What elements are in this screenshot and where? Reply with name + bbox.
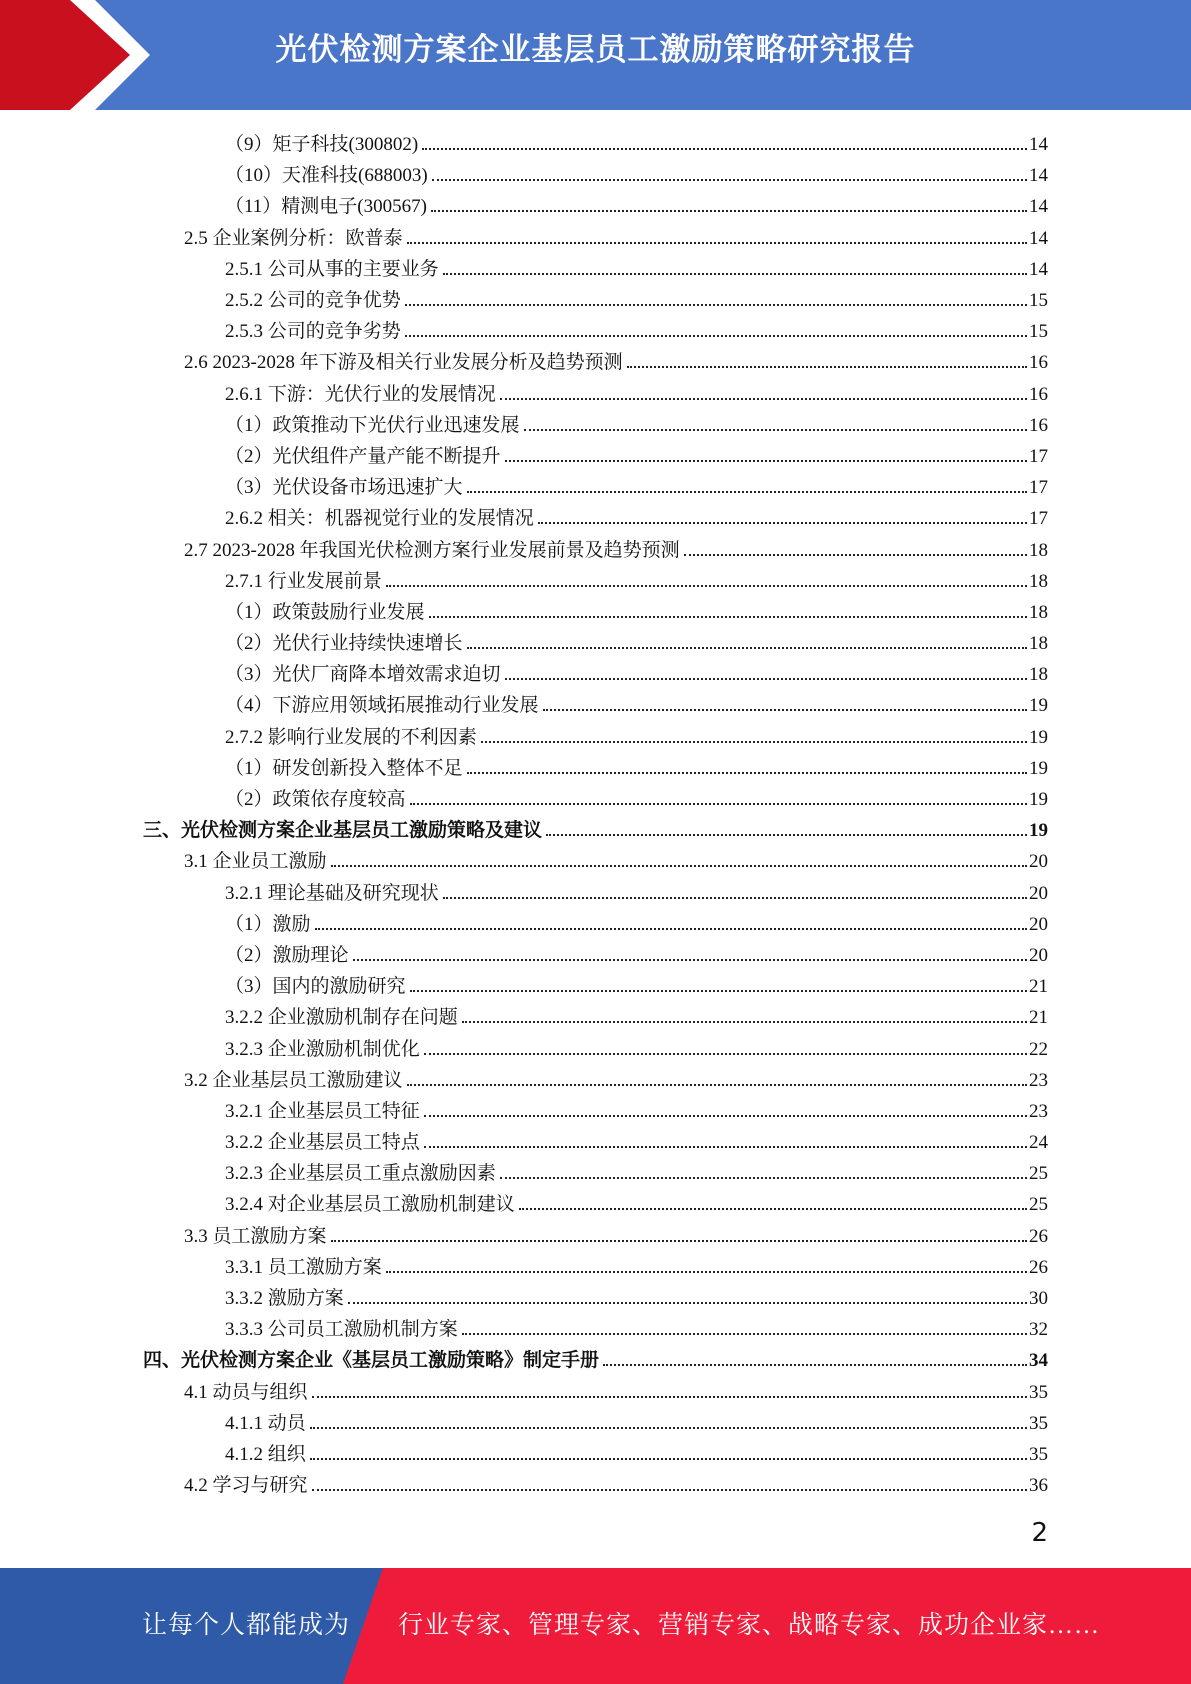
toc-entry[interactable]	[0, 345, 1191, 376]
toc-entry-page: 14	[1029, 134, 1048, 156]
toc-entry-page: 26	[1029, 1256, 1048, 1278]
toc-entry-page: 35	[1029, 1443, 1048, 1465]
toc-entry[interactable]	[0, 1187, 1191, 1218]
toc-entry-label: 3.3.1 员工激励方案	[225, 1256, 382, 1278]
toc-entry[interactable]	[0, 1375, 1191, 1406]
toc-entry-line[interactable]	[184, 223, 1048, 250]
toc-entry-label: 4.1.1 动员	[225, 1412, 306, 1434]
table-of-contents	[0, 127, 1191, 1499]
toc-entry-page: 20	[1029, 944, 1048, 966]
toc-entry-label: 3.2.1 理论基础及研究现状	[225, 882, 439, 904]
toc-dot-leader	[432, 179, 1027, 181]
toc-entry-line[interactable]	[225, 1314, 1048, 1341]
toc-entry-page: 18	[1029, 664, 1048, 686]
toc-dot-leader	[443, 273, 1027, 275]
toc-dot-leader	[386, 585, 1027, 587]
toc-entry-label: 2.6 2023-2028 年下游及相关行业发展分析及趋势预测	[184, 352, 623, 374]
toc-entry-page: 14	[1029, 196, 1048, 218]
toc-dot-leader	[538, 522, 1027, 524]
toc-entry-line[interactable]	[225, 597, 1048, 624]
toc-entry-line[interactable]	[184, 535, 1048, 562]
toc-entry[interactable]	[0, 1343, 1191, 1374]
toc-entry[interactable]	[0, 158, 1191, 189]
toc-entry-label: 3.2.3 企业激励机制优化	[225, 1038, 420, 1060]
toc-entry-label: （3）光伏厂商降本增效需求迫切	[225, 664, 501, 686]
toc-entry-page: 18	[1029, 570, 1048, 592]
toc-dot-leader	[348, 1302, 1027, 1304]
toc-entry-page: 20	[1029, 913, 1048, 935]
toc-entry-line[interactable]	[225, 191, 1048, 218]
toc-dot-leader	[500, 1177, 1027, 1179]
footer-slogan-right: 行业专家、管理专家、营销专家、战略专家、成功企业家……	[398, 1612, 1101, 1639]
footer-slogan-left: 让每个人都能成为	[142, 1612, 351, 1639]
toc-dot-leader	[684, 554, 1027, 556]
toc-entry-line[interactable]	[225, 503, 1048, 530]
toc-entry-page: 19	[1029, 820, 1048, 842]
toc-entry-line[interactable]	[225, 784, 1048, 811]
toc-entry-label: （3）光伏设备市场迅速扩大	[225, 477, 463, 499]
toc-entry-line[interactable]	[225, 316, 1048, 343]
toc-entry-line[interactable]	[225, 1408, 1048, 1435]
toc-entry-label: （2）激励理论	[225, 944, 349, 966]
toc-dot-leader	[467, 491, 1027, 493]
toc-entry-page: 14	[1029, 165, 1048, 187]
toc-entry-page: 34	[1029, 1350, 1048, 1372]
toc-dot-leader	[424, 1146, 1027, 1148]
toc-entry-line[interactable]	[225, 722, 1048, 749]
toc-entry-label: （2）光伏行业持续快速增长	[225, 633, 463, 655]
toc-entry-line[interactable]	[225, 659, 1048, 686]
toc-entry-line[interactable]	[225, 1127, 1048, 1154]
toc-entry-label: （1）研发创新投入整体不足	[225, 757, 463, 779]
toc-entry-label: 4.1 动员与组织	[184, 1381, 308, 1403]
toc-entry-page: 36	[1029, 1475, 1048, 1497]
toc-entry-line[interactable]	[225, 379, 1048, 406]
toc-entry[interactable]	[0, 314, 1191, 345]
toc-dot-leader	[424, 1053, 1027, 1055]
toc-entry-line[interactable]	[225, 1158, 1048, 1185]
toc-entry-page: 21	[1029, 976, 1048, 998]
toc-entry-label: 2.7 2023-2028 年我国光伏检测方案行业发展前景及趋势预测	[184, 539, 680, 561]
toc-entry-line[interactable]	[143, 815, 1048, 842]
toc-entry-line[interactable]	[225, 160, 1048, 187]
toc-dot-leader	[462, 1021, 1027, 1023]
toc-entry-page: 26	[1029, 1225, 1048, 1247]
toc-entry-page: 23	[1029, 1069, 1048, 1091]
toc-dot-leader	[431, 210, 1027, 212]
toc-entry-label: 3.2.1 企业基层员工特征	[225, 1100, 420, 1122]
toc-entry-page: 15	[1029, 290, 1048, 312]
toc-entry-label: 3.2.2 企业激励机制存在问题	[225, 1007, 458, 1029]
toc-entry-label: （1）政策推动下光伏行业迅速发展	[225, 414, 520, 436]
toc-entry-label: 2.5.2 公司的竞争优势	[225, 290, 401, 312]
toc-entry[interactable]	[0, 938, 1191, 969]
toc-entry-page: 16	[1029, 414, 1048, 436]
toc-entry[interactable]	[0, 1063, 1191, 1094]
toc-entry-line[interactable]	[225, 1439, 1048, 1466]
toc-entry-label: 2.7.2 影响行业发展的不利因素	[225, 726, 477, 748]
toc-entry-line[interactable]	[225, 878, 1048, 905]
toc-dot-leader	[331, 865, 1027, 867]
toc-entry-page: 30	[1029, 1288, 1048, 1310]
toc-dot-leader	[500, 398, 1027, 400]
toc-dot-leader	[422, 148, 1027, 150]
toc-entry[interactable]	[0, 813, 1191, 844]
toc-entry[interactable]	[0, 1468, 1191, 1499]
toc-entry[interactable]	[0, 408, 1191, 439]
toc-entry-line[interactable]	[225, 1252, 1048, 1279]
page-footer	[0, 1568, 1191, 1684]
toc-entry[interactable]	[0, 1406, 1191, 1437]
toc-entry[interactable]	[0, 1219, 1191, 1250]
toc-entry-page: 24	[1029, 1132, 1048, 1154]
toc-entry-line[interactable]	[225, 1096, 1048, 1123]
toc-entry[interactable]	[0, 1281, 1191, 1312]
toc-dot-leader	[546, 834, 1027, 836]
toc-entry[interactable]	[0, 1312, 1191, 1343]
toc-dot-leader	[519, 1208, 1027, 1210]
toc-entry-line[interactable]	[184, 846, 1048, 873]
toc-dot-leader	[524, 429, 1027, 431]
toc-entry-page: 18	[1029, 539, 1048, 561]
toc-entry-page: 17	[1029, 477, 1048, 499]
toc-entry-line[interactable]	[184, 347, 1048, 374]
toc-entry-page: 19	[1029, 789, 1048, 811]
toc-entry-label: 3.2.3 企业基层员工重点激励因素	[225, 1163, 496, 1185]
toc-entry-label: 4.1.2 组织	[225, 1443, 306, 1465]
toc-dot-leader	[424, 1115, 1027, 1117]
toc-entry-label: 3.2.2 企业基层员工特点	[225, 1132, 420, 1154]
toc-dot-leader	[543, 709, 1027, 711]
toc-entry-page: 21	[1029, 1007, 1048, 1029]
toc-dot-leader	[312, 1489, 1027, 1491]
toc-entry-line[interactable]	[225, 472, 1048, 499]
toc-dot-leader	[353, 959, 1027, 961]
toc-entry[interactable]	[0, 252, 1191, 283]
toc-entry-line[interactable]	[225, 1034, 1048, 1061]
toc-dot-leader	[386, 1271, 1027, 1273]
toc-entry-label: （3）国内的激励研究	[225, 976, 406, 998]
toc-entry-line[interactable]	[225, 410, 1048, 437]
toc-entry-line[interactable]	[225, 909, 1048, 936]
toc-entry[interactable]	[0, 907, 1191, 938]
toc-entry-page: 15	[1029, 321, 1048, 343]
toc-entry[interactable]	[0, 127, 1191, 158]
toc-entry-label: 2.7.1 行业发展前景	[225, 570, 382, 592]
toc-entry[interactable]	[0, 844, 1191, 875]
toc-entry-page: 23	[1029, 1100, 1048, 1122]
toc-dot-leader	[312, 1396, 1027, 1398]
toc-entry-line[interactable]	[225, 1189, 1048, 1216]
toc-entry[interactable]	[0, 876, 1191, 907]
toc-entry-page: 20	[1029, 851, 1048, 873]
toc-dot-leader	[315, 928, 1027, 930]
toc-entry[interactable]	[0, 595, 1191, 626]
toc-dot-leader	[627, 366, 1027, 368]
toc-dot-leader	[462, 1333, 1027, 1335]
toc-dot-leader	[429, 616, 1027, 618]
toc-dot-leader	[405, 304, 1027, 306]
toc-entry[interactable]	[0, 720, 1191, 751]
toc-dot-leader	[310, 1427, 1027, 1429]
toc-entry-line[interactable]	[225, 690, 1048, 717]
toc-entry-line[interactable]	[184, 1470, 1048, 1497]
toc-entry[interactable]	[0, 501, 1191, 532]
toc-entry[interactable]	[0, 189, 1191, 220]
toc-dot-leader	[405, 335, 1027, 337]
toc-entry-page: 35	[1029, 1381, 1048, 1403]
toc-entry-label: 2.5 企业案例分析：欧普泰	[184, 227, 403, 249]
toc-entry-label: 3.3.3 公司员工激励机制方案	[225, 1319, 458, 1341]
toc-entry-label: 3.2.4 对企业基层员工激励机制建议	[225, 1194, 515, 1216]
toc-entry-line[interactable]	[184, 1065, 1048, 1092]
toc-entry-line[interactable]	[225, 441, 1048, 468]
toc-entry-label: （1）政策鼓励行业发展	[225, 601, 425, 623]
toc-entry[interactable]	[0, 221, 1191, 252]
header-title: 光伏检测方案企业基层员工激励策略研究报告	[275, 32, 916, 68]
toc-entry-page: 35	[1029, 1412, 1048, 1434]
toc-entry-page: 25	[1029, 1163, 1048, 1185]
toc-entry-page: 14	[1029, 258, 1048, 280]
toc-entry[interactable]	[0, 532, 1191, 563]
toc-dot-leader	[410, 990, 1027, 992]
toc-entry-line[interactable]	[225, 971, 1048, 998]
toc-entry-label: （2）光伏组件产量产能不断提升	[225, 445, 501, 467]
toc-entry-label: （2）政策依存度较高	[225, 789, 406, 811]
toc-entry[interactable]	[0, 969, 1191, 1000]
toc-entry[interactable]	[0, 657, 1191, 688]
toc-entry-page: 17	[1029, 508, 1048, 530]
toc-entry-label: 3.1 企业员工激励	[184, 851, 327, 873]
toc-entry-label: 三、光伏检测方案企业基层员工激励策略及建议	[143, 820, 543, 842]
toc-entry[interactable]	[0, 1250, 1191, 1281]
toc-entry[interactable]	[0, 439, 1191, 470]
page-header	[0, 0, 1191, 110]
toc-entry-page: 18	[1029, 633, 1048, 655]
toc-entry-label: 四、光伏检测方案企业《基层员工激励策略》制定手册	[143, 1350, 600, 1372]
toc-entry-line[interactable]	[225, 1002, 1048, 1029]
toc-entry-line[interactable]	[225, 129, 1048, 156]
toc-entry[interactable]	[0, 1156, 1191, 1187]
toc-entry[interactable]	[0, 1094, 1191, 1125]
toc-entry-label: 2.6.1 下游：光伏行业的发展情况	[225, 383, 496, 405]
toc-entry[interactable]	[0, 1437, 1191, 1468]
toc-entry-label: 3.3 员工激励方案	[184, 1225, 327, 1247]
toc-entry-page: 25	[1029, 1194, 1048, 1216]
toc-dot-leader	[310, 1458, 1027, 1460]
toc-entry-line[interactable]	[225, 753, 1048, 780]
toc-entry-line[interactable]	[225, 285, 1048, 312]
toc-entry-line[interactable]	[225, 1283, 1048, 1310]
toc-entry-page: 18	[1029, 601, 1048, 623]
toc-dot-leader	[603, 1364, 1027, 1366]
toc-entry[interactable]	[0, 626, 1191, 657]
toc-dot-leader	[410, 803, 1027, 805]
toc-entry-label: （11）精测电子(300567)	[225, 196, 427, 218]
page-number: 2	[1031, 1518, 1048, 1548]
toc-entry-line[interactable]	[225, 566, 1048, 593]
toc-entry-page: 19	[1029, 757, 1048, 779]
toc-entry[interactable]	[0, 283, 1191, 314]
toc-entry-label: 2.6.2 相关：机器视觉行业的发展情况	[225, 508, 534, 530]
toc-entry-label: 2.5.3 公司的竞争劣势	[225, 321, 401, 343]
toc-entry-line[interactable]	[225, 628, 1048, 655]
toc-entry-line[interactable]	[225, 940, 1048, 967]
toc-dot-leader	[505, 460, 1027, 462]
toc-entry-label: （4）下游应用领域拓展推动行业发展	[225, 695, 539, 717]
toc-entry-page: 14	[1029, 227, 1048, 249]
toc-entry-label: 4.2 学习与研究	[184, 1475, 308, 1497]
toc-entry[interactable]	[0, 377, 1191, 408]
toc-entry-label: 2.5.1 公司从事的主要业务	[225, 258, 439, 280]
toc-entry-page: 16	[1029, 352, 1048, 374]
toc-entry-label: 3.3.2 激励方案	[225, 1288, 344, 1310]
toc-dot-leader	[481, 741, 1027, 743]
toc-entry[interactable]	[0, 564, 1191, 595]
toc-entry-label: 3.2 企业基层员工激励建议	[184, 1069, 403, 1091]
toc-entry-page: 19	[1029, 695, 1048, 717]
toc-entry-page: 32	[1029, 1319, 1048, 1341]
toc-dot-leader	[467, 647, 1027, 649]
toc-entry-page: 19	[1029, 726, 1048, 748]
toc-dot-leader	[407, 1084, 1027, 1086]
toc-entry[interactable]	[0, 1031, 1191, 1062]
toc-entry-label: （1）激励	[225, 913, 311, 935]
toc-entry[interactable]	[0, 1000, 1191, 1031]
toc-entry-line[interactable]	[184, 1221, 1048, 1248]
toc-entry-label: （10）天准科技(688003)	[225, 165, 428, 187]
toc-dot-leader	[407, 242, 1027, 244]
toc-entry[interactable]	[0, 688, 1191, 719]
toc-dot-leader	[331, 1240, 1027, 1242]
toc-entry-page: 16	[1029, 383, 1048, 405]
toc-entry-page: 22	[1029, 1038, 1048, 1060]
toc-dot-leader	[467, 772, 1027, 774]
toc-dot-leader	[505, 678, 1027, 680]
toc-entry-line[interactable]	[225, 254, 1048, 281]
toc-dot-leader	[443, 897, 1027, 899]
toc-entry-page: 20	[1029, 882, 1048, 904]
toc-entry[interactable]	[0, 751, 1191, 782]
toc-entry[interactable]	[0, 470, 1191, 501]
toc-entry-label: （9）矩子科技(300802)	[225, 134, 419, 156]
toc-entry-line[interactable]	[184, 1377, 1048, 1404]
toc-entry-page: 17	[1029, 445, 1048, 467]
toc-entry[interactable]	[0, 1125, 1191, 1156]
toc-entry[interactable]	[0, 782, 1191, 813]
toc-entry-line[interactable]	[143, 1345, 1048, 1372]
